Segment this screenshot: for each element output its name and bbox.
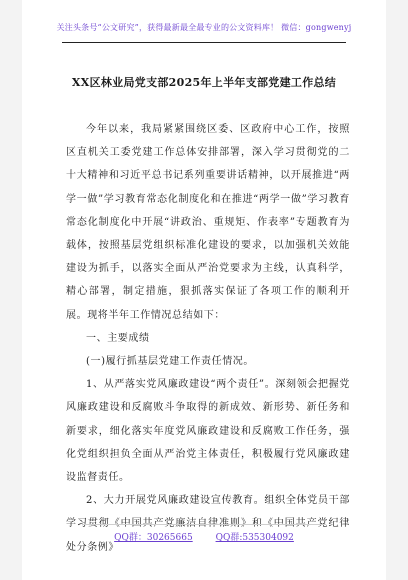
footer <box>22 530 386 543</box>
header-divider <box>62 42 346 43</box>
document-title: XX区林业局党支部2025年上半年支部党建工作总结 <box>71 76 337 89</box>
header-note: 关注头条号“公文研究”，获得最新最全最专业的公文资料库！ 微信：gongwenyj <box>56 23 352 32</box>
body-paragraph: 1、从严落实党风廉政建设“两个责任”。深刻领会把握党风廉政建设和反腐败斗争取得的新成效、新形势、新任务和新要求，细化落实年度党风廉政建设和反腐败工作任务，强化党组织担负全面从严治党主体责任，积极履行党风廉政建设监督责任。 <box>66 379 350 484</box>
footer-divider <box>82 524 326 525</box>
qq-group-1: QQ群：30265665 <box>114 533 193 543</box>
body-paragraph: 2、大力开展党风廉政建设宣传教育。组织全体党员干部学习贯彻《中国共产党廉洁自律准则》和《中国共产党纪律处分条例》 <box>66 495 350 553</box>
section-heading: 一、主要成绩 <box>86 332 150 344</box>
document-body <box>66 118 350 559</box>
intro-paragraph: 今年以来，我局紧紧围绕区委、区政府中心工作，按照区直机关工委党建工作总体安排部署，深入学习贯彻党的二十大精神和习近平总书记系列重要讲话精神，以开展推进“两学一做”学习教育常态化制度化和在推进“两学一做”学习教育常态化制度化中开展“讲政治、重规矩、作表率”专题教育为载体，按照基层党组织标准化建设的要求，以加强机关效能建设为抓手，以落实全面从严治党要求为主线，认真科学，精心部署，制定措施，狠抓落实保证了各项工作的顺利开展。现将半年工作情况总结如下： <box>66 124 350 321</box>
document-page <box>22 0 386 580</box>
qq-group-2: QQ群:535304092 <box>215 533 294 543</box>
subsection-heading: (一)履行抓基层党建工作责任情况。 <box>86 356 255 368</box>
